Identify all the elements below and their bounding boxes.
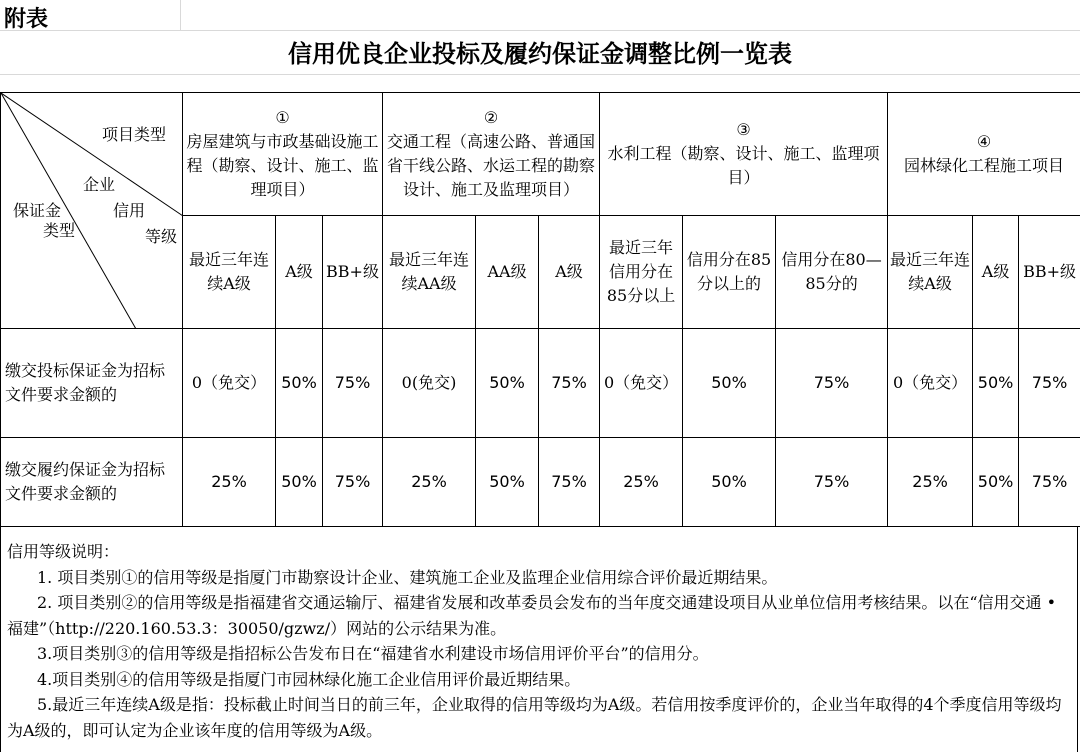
grade-header: 最近三年信用分在85分以上	[600, 216, 683, 329]
corner-type: 类型	[43, 221, 76, 240]
table-cell: 0（免交）	[183, 329, 276, 438]
grade-header: AA级	[476, 216, 539, 329]
credit-grade-notes	[0, 527, 1078, 752]
table-cell: 50%	[476, 438, 539, 527]
note-item: 4.项目类别④的信用等级是指厦门市园林绿化施工企业信用评价最近期结果。	[37, 669, 581, 689]
category-4-header: ④ 园林绿化工程施工项目	[888, 93, 1080, 216]
corner-header-cell	[1, 93, 183, 329]
table-cell: 50%	[973, 329, 1019, 438]
grade-header: A级	[539, 216, 600, 329]
grade-header: A级	[973, 216, 1019, 329]
category-2-header: ② 交通工程（高速公路、普通国省干线公路、水运工程的勘察设计、施工及监理项目）	[383, 93, 600, 216]
row-label-bid-deposit: 缴交投标保证金为招标文件要求金额的	[1, 329, 183, 438]
table-cell: 50%	[683, 329, 776, 438]
note-item: 1. 项目类别①的信用等级是指厦门市勘察设计企业、建筑施工企业及监理企业信用综合评价最近期结果。	[37, 567, 778, 587]
table-cell: 0（免交）	[600, 329, 683, 438]
grade-header: 信用分在85分以上的	[683, 216, 776, 329]
table-cell: 0(免交)	[383, 329, 476, 438]
sheet-gridline	[180, 0, 181, 30]
grade-header: 最近三年连续A级	[183, 216, 276, 329]
table-cell: 50%	[973, 438, 1019, 527]
grade-header: BB+级	[323, 216, 383, 329]
grade-header: 最近三年连续A级	[888, 216, 973, 329]
page-title: 信用优良企业投标及履约保证金调整比例一览表	[288, 39, 792, 68]
table-cell: 25%	[183, 438, 276, 527]
grade-header: 信用分在80—85分的	[776, 216, 888, 329]
row-label-performance-deposit: 缴交履约保证金为招标文件要求金额的	[1, 438, 183, 527]
table-cell: 75%	[323, 438, 383, 527]
category-3-header: ③ 水利工程（勘察、设计、施工、监理项目）	[600, 93, 888, 216]
note-item: 3.项目类别③的信用等级是指招标公告发布日在“福建省水利建设市场信用评价平台”的信用分。	[37, 644, 709, 663]
corner-deposit: 保证金	[13, 201, 62, 220]
attachment-label: 附表	[4, 7, 49, 32]
table-cell: 50%	[476, 329, 539, 438]
table-cell: 75%	[1019, 438, 1080, 527]
table-cell: 75%	[539, 329, 600, 438]
table-cell: 25%	[383, 438, 476, 527]
grade-header: A级	[276, 216, 323, 329]
table-cell: 50%	[276, 438, 323, 527]
table-cell: 75%	[539, 438, 600, 527]
sheet-gridline	[0, 30, 1080, 31]
table-cell: 25%	[600, 438, 683, 527]
table-cell: 75%	[776, 438, 888, 527]
grade-header: 最近三年连续AA级	[383, 216, 476, 329]
table-cell: 25%	[888, 438, 973, 527]
table-cell: 50%	[276, 329, 323, 438]
deposit-ratio-table	[0, 92, 1080, 527]
note-item: 5.最近三年连续A级是指：投标截止时间当日的前三年，企业取得的信用等级均为A级。若信用按季度评价的，企业当年取得的4个季度信用等级均为A级的，即可认定为企业该年度的信用等级为A级。	[7, 695, 1062, 740]
category-1-header: ① 房屋建筑与市政基础设施工程（勘察、设计、施工、监理项目）	[183, 93, 383, 216]
table-cell: 75%	[776, 329, 888, 438]
table-cell: 75%	[323, 329, 383, 438]
notes-heading: 信用等级说明：	[7, 542, 120, 561]
table-cell: 75%	[1019, 329, 1080, 438]
note-item: 2. 项目类别②的信用等级是指福建省交通运输厅、福建省发展和改革委员会发布的当年度交通建设项目从业单位信用考核结果。以在“信用交通 • 福建”（http://220.160.53.3：30050/gzwz/）网站的公示结果为准。	[7, 593, 1057, 638]
table-row	[1, 438, 1080, 527]
corner-enterprise: 企业	[83, 175, 116, 194]
sheet-gridline	[0, 74, 1080, 75]
table-cell: 50%	[683, 438, 776, 527]
corner-grade: 等级	[145, 227, 178, 246]
table-row	[1, 329, 1080, 438]
grade-header: BB+级	[1019, 216, 1080, 329]
corner-credit: 信用	[113, 201, 146, 220]
table-cell: 0（免交）	[888, 329, 973, 438]
corner-project-type: 项目类型	[102, 125, 167, 144]
